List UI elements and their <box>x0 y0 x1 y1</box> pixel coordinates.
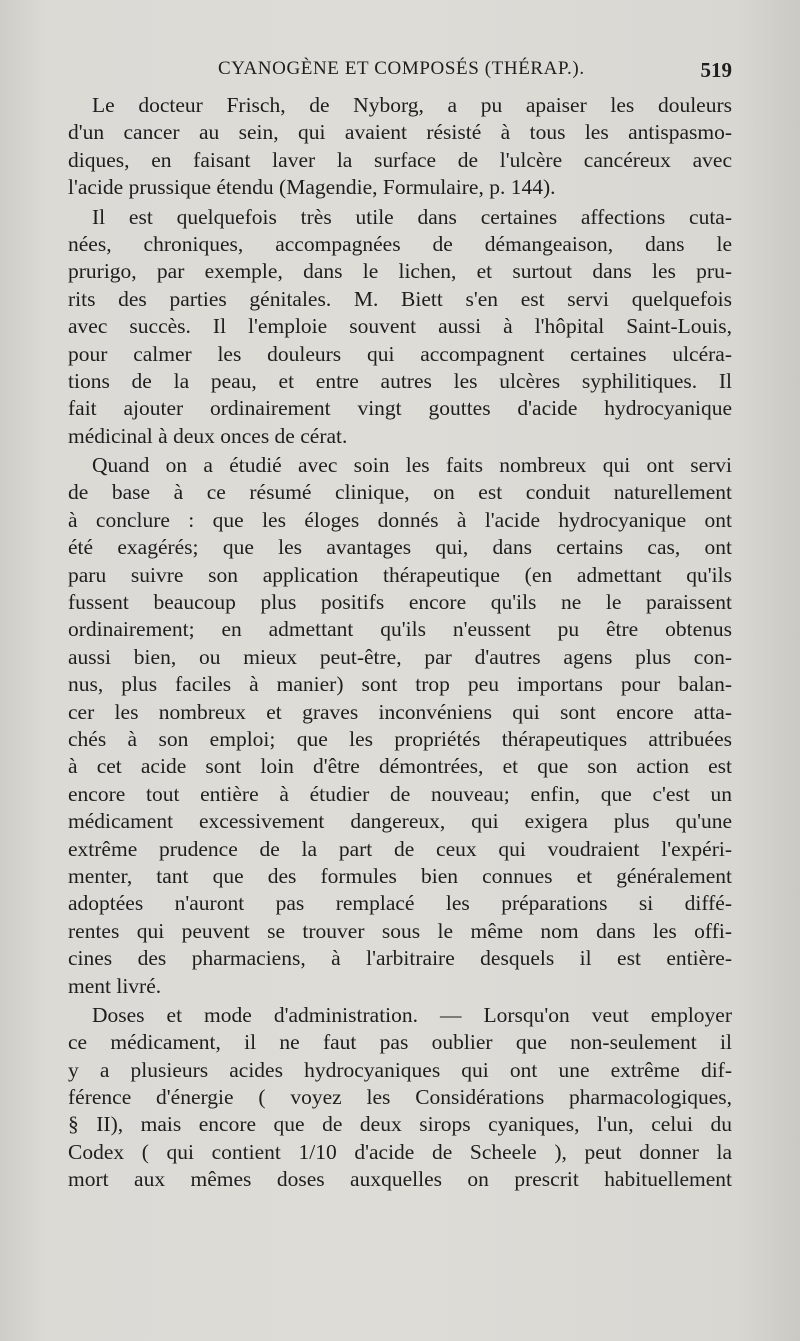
running-title: CYANOGÈNE ET COMPOSÉS (THÉRAP.). <box>218 58 585 79</box>
text-line: adoptées n'auront pas remplacé les préparations si diffé- <box>68 891 732 916</box>
text-line: diques, en faisant laver la surface de l'ulcère cancéreux avec <box>68 147 732 172</box>
text-line: avec succès. Il l'emploie souvent aussi à l'hôpital Saint-Louis, <box>68 314 732 339</box>
text-line: Quand on a étudié avec soin les faits nombreux qui ont servi <box>92 453 732 478</box>
text-line: fait ajouter ordinairement vingt gouttes d'acide hydrocyanique <box>68 396 732 421</box>
text-line: de base à ce résumé clinique, on est conduit naturellement <box>68 480 732 505</box>
paragraph <box>68 204 732 451</box>
text-line: Doses et mode d'administration. — Lorsqu'on veut employer <box>92 1002 732 1027</box>
text-line: paru suivre son application thérapeutique (en admettant qu'ils <box>68 562 732 587</box>
paragraph <box>68 1002 732 1194</box>
text-line: Il est quelquefois très utile dans certaines affections cuta- <box>92 204 732 229</box>
text-line: fussent beaucoup plus positifs encore qu'ils ne le paraissent <box>68 590 732 615</box>
text-line: l'acide prussique étendu (Magendie, Formulaire, p. 144). <box>68 175 556 200</box>
text-line: § II), mais encore que de deux sirops cyaniques, l'un, celui du <box>68 1112 732 1137</box>
text-line: ment livré. <box>68 973 162 998</box>
paragraph <box>68 92 732 202</box>
text-line: extrême prudence de la part de ceux qui voudraient l'expéri- <box>68 836 732 861</box>
text-line: d'un cancer au sein, qui avaient résisté à tous les antispasmo- <box>68 120 732 145</box>
text-line: ce médicament, il ne faut pas oublier que non-seulement il <box>68 1030 732 1055</box>
text-line: chés à son emploi; que les propriétés thérapeutiques attribuées <box>68 726 732 751</box>
paragraph <box>68 452 732 1000</box>
body-text <box>68 92 732 1194</box>
text-line: encore tout entière à étudier de nouveau; enfin, que c'est un <box>68 781 732 806</box>
text-line: aussi bien, ou mieux peut-être, par d'autres agens plus con- <box>68 644 732 669</box>
text-line: menter, tant que des formules bien connues et généralement <box>68 863 732 888</box>
text-line: rentes qui peuvent se trouver sous le même nom dans les offi- <box>68 918 732 943</box>
text-line: cer les nombreux et graves inconvéniens qui sont encore atta- <box>68 699 732 724</box>
text-line: rits des parties génitales. M. Biett s'en est servi quelquefois <box>68 286 732 311</box>
text-line: ordinairement; en admettant qu'ils n'eussent pu être obtenus <box>68 617 732 642</box>
text-line: nus, plus faciles à manier) sont trop peu importans pour balan- <box>68 672 732 697</box>
text-line: nées, chroniques, accompagnées de démangeaison, dans le <box>68 231 732 256</box>
text-line: Le docteur Frisch, de Nyborg, a pu apaiser les douleurs <box>92 93 732 117</box>
text-line: à conclure : que les éloges donnés à l'acide hydrocyanique ont <box>68 507 732 532</box>
text-line: férence d'énergie ( voyez les Considérations pharmacologiques, <box>68 1085 732 1110</box>
text-line: prurigo, par exemple, dans le lichen, et surtout dans les pru- <box>68 259 732 284</box>
text-line: pour calmer les douleurs qui accompagnent certaines ulcéra- <box>68 341 732 366</box>
text-line: à cet acide sont loin d'être démontrées, et que son action est <box>68 754 732 779</box>
text-line: été exagérés; que les avantages qui, dans certains cas, ont <box>68 535 732 560</box>
text-line: médicinal à deux onces de cérat. <box>68 423 348 448</box>
text-line: cines des pharmaciens, à l'arbitraire desquels il est entière- <box>68 946 732 971</box>
text-line: mort aux mêmes doses auxquelles on prescrit habituellement <box>68 1167 732 1192</box>
text-line: tions de la peau, et entre autres les ulcères syphilitiques. Il <box>68 368 732 393</box>
text-line: y a plusieurs acides hydrocyaniques qui ont une extrême dif- <box>68 1057 732 1082</box>
text-line: Codex ( qui contient 1/10 d'acide de Scheele ), peut donner la <box>68 1139 732 1164</box>
text-line: médicament excessivement dangereux, qui exigera plus qu'une <box>68 809 732 834</box>
page-number: 519 <box>700 58 732 82</box>
page-header <box>68 58 732 88</box>
